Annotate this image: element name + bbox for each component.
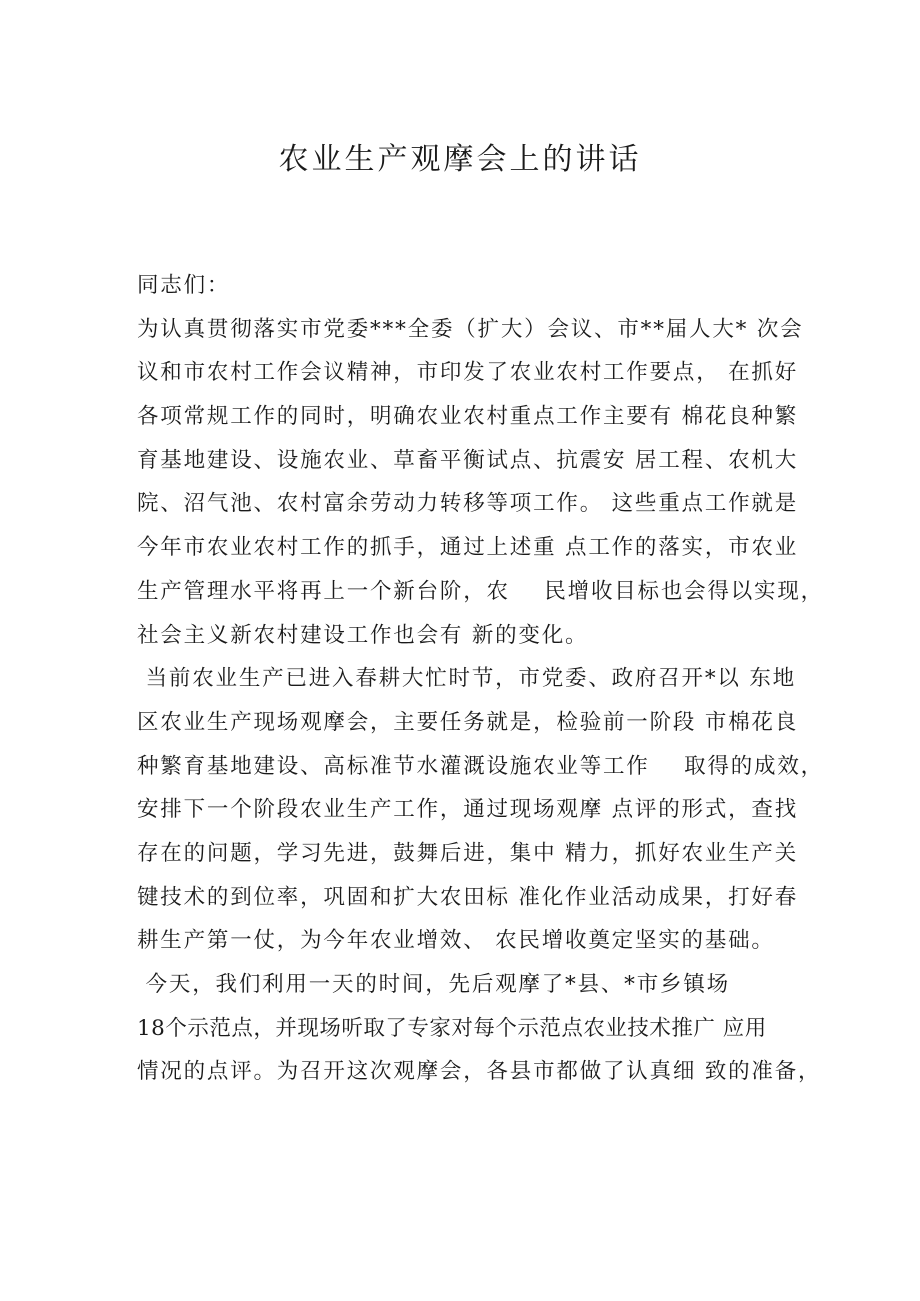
text-line: 各项常规工作的同时，明确农业农村重点工作主要有 棉花良种繁 [137, 404, 799, 430]
text-line: 存在的问题，学习先进，鼓舞后进，集中 精力，抓好农业生产关 [137, 840, 799, 866]
text-line: 议和市农村工作会议精神，市印发了农业农村工作要点， 在抓好 [137, 360, 799, 386]
text-line: 键技术的到位率，巩固和扩大农田标 准化作业活动成果，打好春 [137, 884, 799, 910]
text-line: 安排下一个阶段农业生产工作，通过现场观摩 点评的形式，查找 [137, 797, 799, 823]
text-line: 社会主义新农村建设工作也会有 新的变化。 [137, 622, 589, 648]
text-line: 今天，我们利用一天的时间，先后观摩了*县、*市乡镇场 [137, 972, 730, 997]
text-line: 院、沼气池、农村富余劳动力转移等项工作。 这些重点工作就是 [137, 491, 799, 517]
document-body [137, 264, 837, 1094]
text-line: 育基地建设、设施农业、草畜平衡试点、抗震安 居工程、农机大 [137, 447, 799, 473]
text-line: 区农业生产现场观摩会，主要任务就是，检验前一阶段 市棉花良 [137, 709, 799, 735]
text-line: 种繁育基地建设、高标准节水灌溉设施农业等工作 取得的成效， [137, 753, 824, 779]
document-title: 农业生产观摩会上的讲话 [278, 142, 642, 177]
text-line-greeting: 同志们： [137, 273, 231, 298]
text-line: 耕生产第一仗，为今年农业增效、 农民增收奠定坚实的基础。 [137, 928, 775, 954]
text-line: 情况的点评。为召开这次观摩会，各县市都做了认真细 致的准备， [137, 1059, 822, 1085]
text-line: 当前农业生产已进入春耕大忙时节，市党委、政府召开*以 东地 [137, 666, 796, 692]
text-line: 今年市农业农村工作的抓手，通过上述重 点工作的落实，市农业 [137, 535, 799, 561]
text-line: 为认真贯彻落实市党委***全委（扩大）会议、市**届人大* 次会 [137, 316, 804, 342]
text-line: 18个示范点，并现场听取了专家对每个示范点农业技术推广 应用 [137, 1015, 767, 1041]
text-line: 生产管理水平将再上一个新台阶，农 民增收目标也会得以实现， [137, 578, 824, 604]
